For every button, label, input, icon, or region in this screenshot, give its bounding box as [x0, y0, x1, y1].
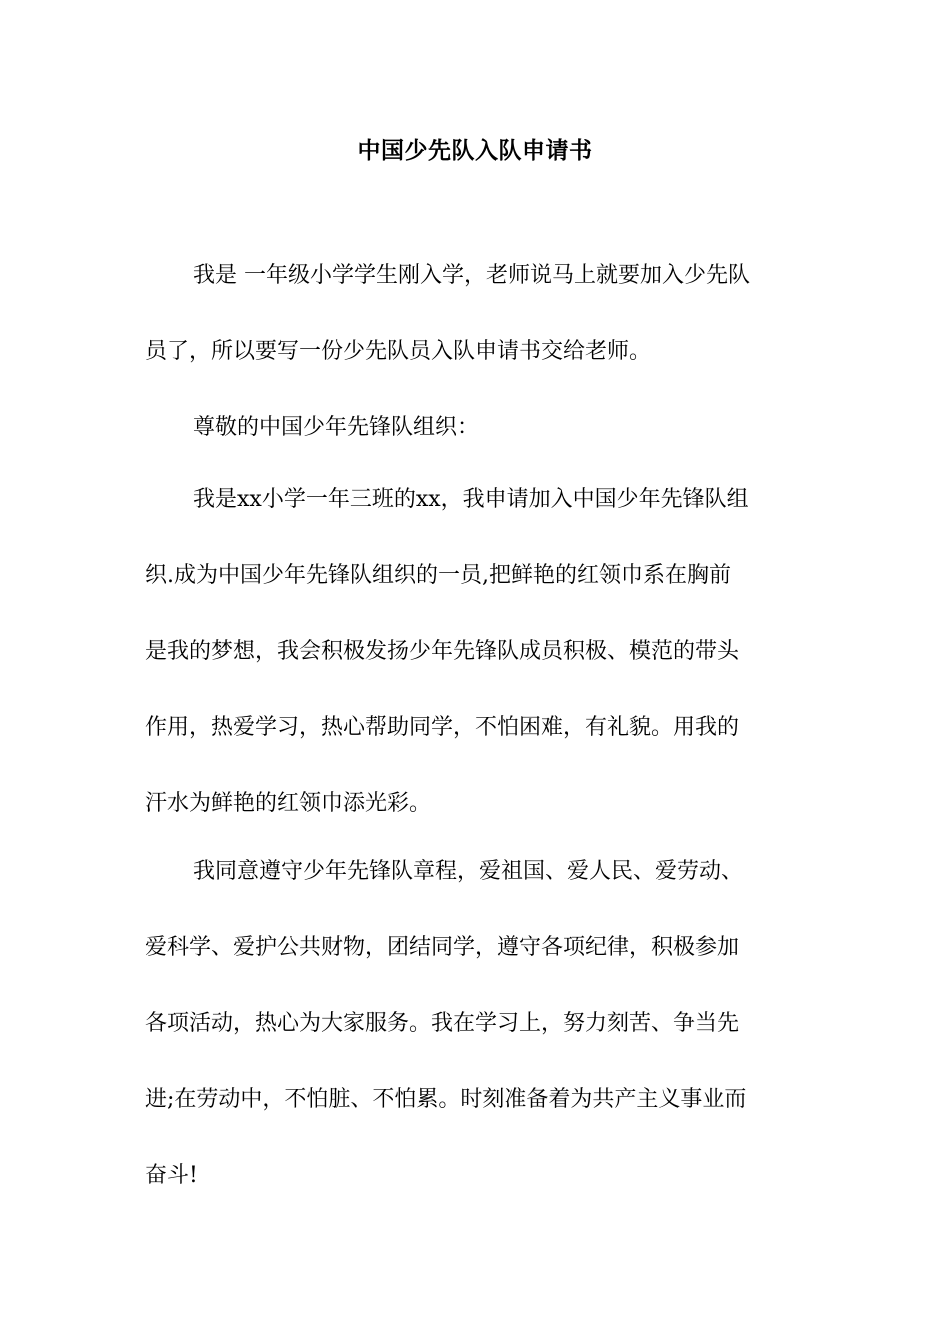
- paragraph-pledge: [145, 834, 810, 1214]
- paragraph-line: 我同意遵守少年先锋队章程，爱祖国、爱人民、爱劳动、: [193, 859, 744, 884]
- paragraph-line: 爱科学、爱护公共财物，团结同学，遵守各项纪律，积极参加: [145, 935, 740, 960]
- paragraph-line: 作用，热爱学习，热心帮助同学，不怕困难，有礼貌。用我的: [145, 715, 740, 740]
- paragraph-line: 进;在劳动中，不怕脏、不怕累。时刻准备着为共产主义事业而: [145, 1087, 747, 1112]
- document-title: 中国少先队入队申请书: [357, 137, 593, 164]
- paragraph-line: 各项活动，热心为大家服务。我在学习上，努力刻苦、争当先: [145, 1011, 740, 1036]
- salutation: [145, 390, 810, 466]
- paragraph-line: 是我的梦想，我会积极发扬少年先锋队成员积极、模范的带头: [145, 639, 740, 664]
- paragraph-line: 尊敬的中国少年先锋队组织：: [193, 415, 480, 440]
- paragraph-line: 我是xx小学一年三班的xx，我申请加入中国少年先锋队组: [193, 487, 749, 512]
- paragraph-line: 员了，所以要写一份少先队员入队申请书交给老师。: [145, 339, 652, 364]
- paragraph-intro: [145, 238, 810, 390]
- paragraph-line: 织.成为中国少年先锋队组织的一员,把鲜艳的红领巾系在胸前: [145, 563, 731, 588]
- paragraph-line: 奋斗!: [145, 1163, 198, 1188]
- paragraph-line: 我是 一年级小学学生刚入学，老师说马上就要加入少先队: [193, 263, 750, 288]
- paragraph-application: [145, 462, 810, 842]
- paragraph-line: 汗水为鲜艳的红领巾添光彩。: [145, 791, 432, 816]
